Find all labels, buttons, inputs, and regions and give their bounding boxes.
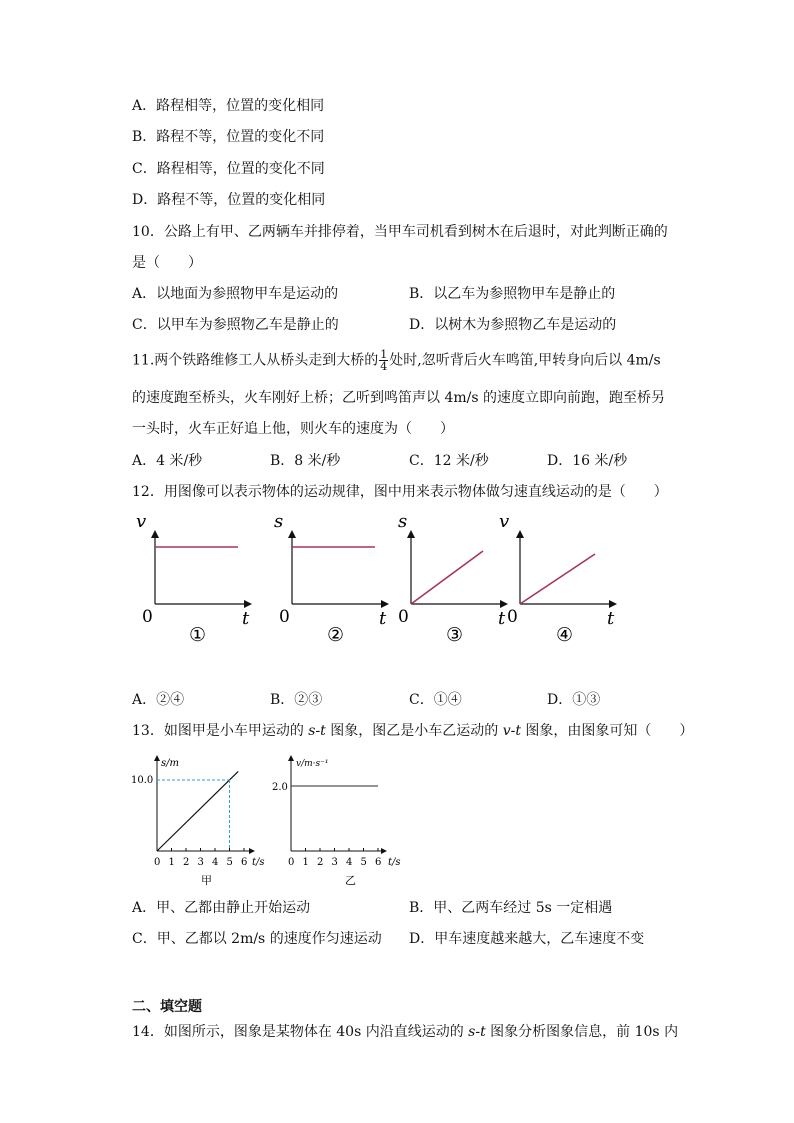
q11-stem-part1: 11.两个铁路维修工人从桥头走到大桥的 — [132, 352, 379, 369]
jia-series-line — [157, 771, 238, 851]
q13-graph-yi — [272, 756, 401, 887]
q13-st: s-t — [308, 723, 326, 739]
q12-stem: 12．用图像可以表示物体的运动规律，图中用来表示物体做匀速直线运动的是（ ） — [132, 484, 668, 500]
q11-option-c: C．12 米/秒 — [409, 453, 489, 469]
q13-option-b: B．甲、乙两车经过 5s 一定相遇 — [409, 900, 613, 916]
q11-option-a: A．4 米/秒 — [132, 453, 203, 469]
jia-y-tick: 10.0 — [131, 775, 154, 786]
q13-option-c: C．甲、乙都以 2m/s 的速度作匀速运动 — [132, 931, 382, 947]
jia-caption: 甲 — [201, 874, 212, 887]
yi-ylabel: v/m·s⁻¹ — [296, 759, 329, 769]
q13-option-d: D．甲车速度越来越大，乙车速度不变 — [409, 931, 645, 947]
section-title: 二、填空题 — [132, 999, 202, 1015]
g3-origin: 0 — [398, 607, 409, 627]
q10-stem-line1: 10．公路上有甲、乙两辆车并排停着，当甲车司机看到树木在后退时，对此判断正确的 — [132, 224, 668, 240]
jia-xlabel: t/s — [252, 857, 265, 868]
q11-stem-line3: 一头时，火车正好追上他，则火车的速度为（ ） — [132, 421, 454, 437]
g1-origin: 0 — [142, 607, 153, 627]
q14-stem-a: 14．如图所示，图象是某物体在 40s 内沿直线运动的 — [132, 1024, 469, 1040]
q13-option-a: A．甲、乙都由静止开始运动 — [132, 900, 311, 916]
q11-frac-den: 4 — [380, 360, 388, 373]
q10-option-a: A．以地面为参照物甲车是运动的 — [132, 286, 339, 302]
yi-xlabel: t/s — [388, 857, 401, 868]
jia-x-tick-label: 3 — [197, 857, 204, 868]
yi-x-tick-label: 5 — [360, 857, 367, 868]
q13-vt: v-t — [502, 723, 521, 739]
g4-ylabel: v — [499, 511, 510, 532]
g1-ylabel: v — [136, 511, 147, 532]
g2-number: ② — [327, 624, 345, 646]
q9-option-b: B．路程不等，位置的变化不同 — [132, 129, 325, 145]
q10-stem-line2: 是（ ） — [132, 255, 202, 271]
q11-stem-line2: 的速度跑至桥头，火车刚好上桥；乙听到鸣笛声以 4m/s 的速度立即向前跑，跑至桥另 — [132, 390, 665, 406]
yi-x-tick-label: 3 — [331, 857, 338, 868]
q10-option-b: B．以乙车为参照物甲车是静止的 — [409, 286, 616, 302]
jia-x-tick-label: 1 — [168, 857, 175, 868]
q14-stem — [132, 1022, 678, 1042]
q12-option-b: B．②③ — [270, 692, 323, 708]
jia-x-tick-label: 5 — [226, 857, 233, 868]
g3-number: ③ — [446, 624, 464, 646]
g4-number: ④ — [556, 624, 574, 646]
jia-x-tick-label: 2 — [183, 857, 190, 868]
q12-option-a: A．②④ — [132, 692, 185, 708]
q13-stem-a: 13．如图甲是小车甲运动的 — [132, 723, 309, 739]
jia-x-tick-label: 4 — [212, 857, 219, 868]
yi-caption: 乙 — [345, 874, 356, 887]
q9-option-c: C．路程相等，位置的变化不同 — [132, 161, 325, 177]
q11-frac-num: 1 — [380, 348, 388, 361]
q12-option-c: C．①④ — [409, 692, 462, 708]
jia-marks — [157, 771, 238, 851]
yi-y-tick: 2.0 — [272, 782, 288, 793]
g3-xlabel: t — [498, 608, 506, 629]
yi-x-tick-label: 6 — [375, 857, 382, 868]
q13-stem-b: 图象，图乙是小车乙运动的 — [325, 723, 503, 739]
q11-option-d: D．16 米/秒 — [547, 453, 628, 469]
q13-graph-jia — [131, 756, 265, 887]
q14-stem-b: 图象分析图象信息，前 10s 内 — [485, 1024, 679, 1040]
q10-option-d: D．以树木为参照物乙车是运动的 — [409, 317, 617, 333]
g4-origin: 0 — [507, 607, 518, 627]
q9-option-d: D．路程不等，位置的变化相同 — [132, 192, 326, 208]
jia-x-tick-label: 0 — [154, 857, 161, 868]
g2-origin: 0 — [279, 607, 290, 627]
q14-st: s-t — [468, 1024, 486, 1040]
yi-x-tick-label: 4 — [346, 857, 353, 868]
jia-x-tick-label: 6 — [241, 857, 248, 868]
g3-ylabel: s — [398, 511, 408, 532]
yi-x-tick-label: 0 — [288, 857, 295, 868]
yi-x-tick-label: 1 — [302, 857, 309, 868]
q9-option-a: A．路程相等，位置的变化相同 — [132, 98, 325, 114]
g4-xlabel: t — [607, 608, 615, 629]
g2-xlabel: t — [379, 608, 387, 629]
g1-number: ① — [189, 624, 207, 646]
q10-option-c: C．以甲车为参照物乙车是静止的 — [132, 317, 339, 333]
q11-option-b: B．8 米/秒 — [270, 453, 341, 469]
q11-stem-part2: 处时,忽听背后火车鸣笛,甲转身向后以 4m/s — [389, 352, 661, 369]
yi-x-tick-label: 2 — [317, 857, 324, 868]
g1-xlabel: t — [242, 608, 250, 629]
jia-ylabel: s/m — [161, 758, 179, 769]
q13-stem-c: 图象，由图象可知（ ） — [520, 723, 694, 739]
q12-option-d: D．①③ — [547, 692, 601, 708]
g2-ylabel: s — [274, 511, 284, 532]
